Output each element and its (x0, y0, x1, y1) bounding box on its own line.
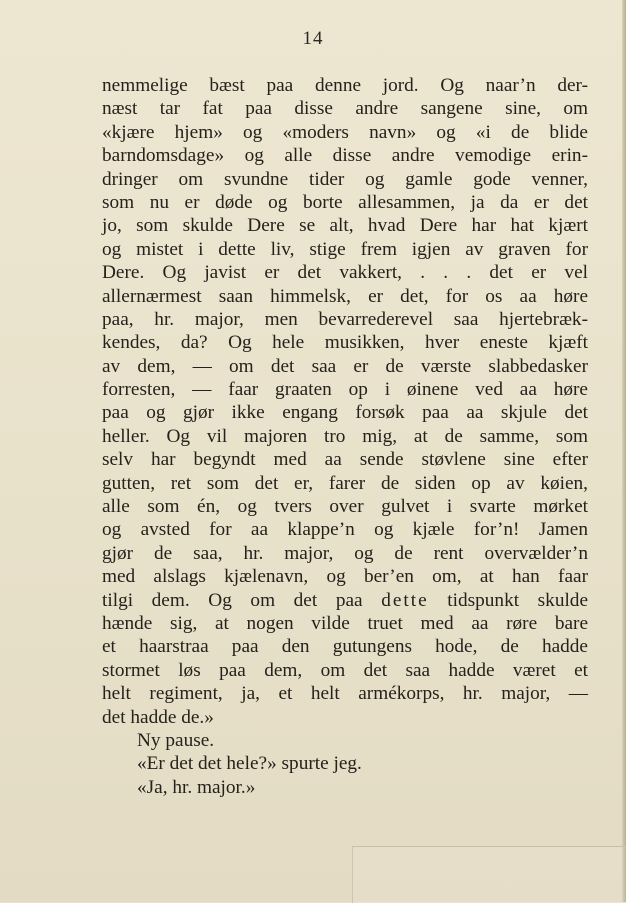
text-line: og mistet i dette liv, stige frem igjen av graven for (102, 238, 588, 260)
text-line: «Er det det hele?» spurte jeg. (137, 753, 362, 775)
text-line-emphasis (102, 589, 588, 612)
text-line: selv har begyndt med aa sende støvlene sine efter (102, 449, 588, 471)
text-line: helt regiment, ja, et helt armékorps, hr. major, — (102, 683, 588, 705)
text-line: forresten, — faar graaten op i øinene ved aa høre (102, 379, 588, 401)
text-line: nemmelige bæst paa denne jord. Og naar’n der- (102, 75, 588, 96)
text-line: kendes, da? Og hele musikken, hver eneste kjæft (102, 332, 588, 354)
page-corner-mark (352, 846, 626, 903)
text-line: paa, hr. major, men bevarrederevel saa hjertebræk- (102, 308, 588, 330)
body-text (102, 74, 588, 799)
spaced-word: dette (381, 589, 429, 611)
text-line: stormet løs paa dem, om det saa hadde været et (102, 659, 588, 681)
line-tail: tidspunkt skulde (447, 589, 589, 611)
text-line: av dem, — om det saa er de værste slabbedasker (102, 355, 588, 377)
page-number: 14 (302, 28, 324, 49)
text-line: paa og gjør ikke engang forsøk paa aa skjule det (102, 402, 588, 424)
text-line: det hadde de.» (102, 706, 214, 728)
text-line: med alslags kjælenavn, og ber’en om, at han faar (102, 566, 588, 588)
text-line: næst tar fat paa disse andre sangene sine, om (102, 98, 588, 120)
line-head: tilgi dem. Og om det paa (102, 589, 363, 611)
text-line: jo, som skulde Dere se alt, hvad Dere har hat kjært (102, 215, 588, 237)
text-line: «Ja, hr. major.» (137, 776, 256, 798)
text-line: gutten, ret som det er, farer de siden op av køien, (102, 472, 588, 494)
page-edge (622, 0, 626, 902)
text-line: alle som én, og tvers over gulvet i svarte mørket (102, 496, 588, 518)
text-line: «kjære hjem» og «moders navn» og «i de blide (102, 121, 588, 143)
text-line: heller. Og vil majoren tro mig, at de samme, som (102, 425, 588, 447)
text-line: og avsted for aa klappe’n og kjæle for’n! Jamen (102, 519, 588, 541)
text-line: hænde sig, at nogen vilde truet med aa røre bare (102, 612, 588, 634)
text-line: dringer om svundne tider og gamle gode venner, (102, 168, 588, 190)
text-line: Dere. Og javist er det vakkert, . . . det er vel (102, 262, 588, 284)
text-line: som nu er døde og borte allesammen, ja da er det (102, 191, 588, 213)
text-line: barndomsdage» og alle disse andre vemodige erin- (102, 145, 588, 167)
text-line: gjør de saa, hr. major, og de rent overvælder’n (102, 542, 588, 564)
text-line: et haarstraa paa den gutungens hode, de hadde (102, 636, 588, 658)
text-line: allernærmest saan himmelsk, er det, for os aa høre (102, 285, 588, 307)
text-line: Ny pause. (137, 729, 215, 751)
